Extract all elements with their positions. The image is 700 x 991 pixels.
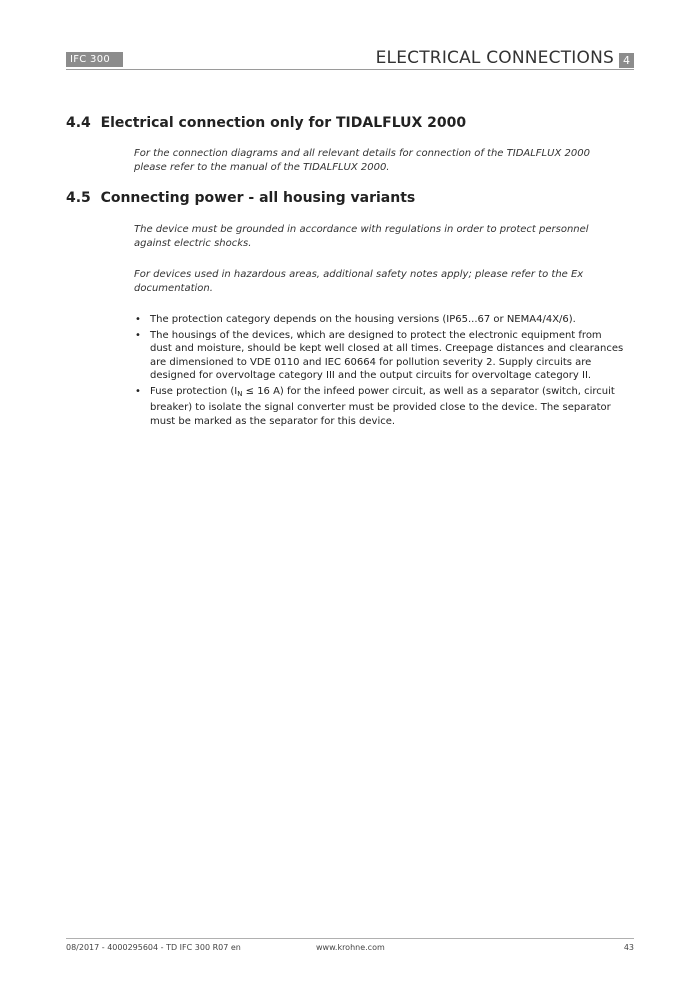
chapter-title: ELECTRICAL CONNECTIONS [375, 48, 614, 68]
list-item [134, 385, 624, 429]
chapter-number-badge: 4 [619, 53, 634, 68]
footer-website-link[interactable]: www.krohne.com [316, 943, 385, 952]
section-number: 4.5 [66, 190, 91, 206]
bullet-icon: • [135, 314, 141, 325]
section-heading-4-4 [66, 115, 466, 131]
footer-divider [66, 938, 634, 939]
bullet-icon: • [135, 329, 141, 341]
fuse-text-suffix: ≤ 16 A) for the infeed power circuit, as well as a separator (switch, circuit breaker) to isolate the signal converter must be provided close to the device. The separator must be marked as the separator for this device. [150, 385, 615, 427]
page-number: 43 [623, 943, 634, 952]
list-item-text: The protection category depends on the housing versions (IP65...67 or NEMA4/4X/6). [150, 314, 576, 325]
page-header [66, 48, 634, 70]
list-item [134, 329, 624, 383]
section-heading-4-5 [66, 190, 415, 206]
fuse-text-prefix: Fuse protection (I [150, 385, 238, 397]
document-tag: IFC 300 [66, 52, 123, 67]
section-title: Connecting power - all housing variants [100, 190, 416, 206]
grounding-warning-note: The device must be grounded in accordance with regulations in order to protect personnel against electric shocks. [134, 224, 589, 249]
section-title: Electrical connection only for TIDALFLUX 2000 [100, 115, 467, 131]
footer-document-id: 08/2017 - 4000295604 - TD IFC 300 R07 en [66, 943, 241, 952]
hazardous-area-note: For devices used in hazardous areas, additional safety notes apply; please refer to the Ex documentation. [134, 269, 584, 294]
bullet-icon: • [135, 385, 141, 397]
section-number: 4.4 [66, 115, 91, 131]
section-4-4-note: For the connection diagrams and all relevant details for connection of the TIDALFLUX 2000 please refer to the manual of the TIDALFLUX 2000. [134, 148, 590, 173]
requirements-list [134, 313, 624, 430]
list-item-text: The housings of the devices, which are designed to protect the electronic equipment from dust and moisture, should be kept well closed at all times. Creepage distances and clearances are dimensioned to VDE 0110 and IEC 60664 for pollution severity 2. Supply circuits are designed for overvoltage category III and the output circuits for overvoltage category II. [150, 329, 624, 381]
fuse-current-subscript: N [237, 389, 243, 398]
list-item [134, 313, 624, 327]
